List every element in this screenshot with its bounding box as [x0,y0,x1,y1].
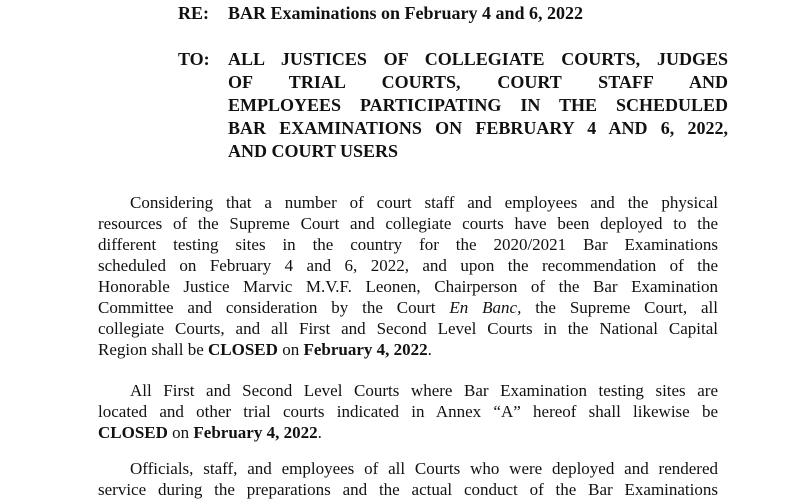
to-line: OF TRIAL COURTS, COURT STAFF AND [228,72,728,92]
text-line: Honorable Justice Marvic M.V.F. Leonen, Chairperson of the Bar Examination [98,277,718,296]
text-line: Officials, staff, and employees of all Courts who were deployed and rendered [130,459,718,478]
date-bold: February 4, 2022 [303,340,428,359]
text-line: CLOSED on February 4, 2022. [98,423,322,442]
to-line: BAR EXAMINATIONS ON FEBRUARY 4 AND 6, 2022, [228,118,728,138]
text-line: located and other trial courts indicated in Annex “A” hereof shall likewise be [98,402,718,421]
to-label: TO: [178,49,210,69]
text-line: different testing sites in the country for the 2020/2021 Bar Examinations [98,235,718,254]
to-addressees [228,48,728,163]
text-line: All First and Second Level Courts where Bar Examination testing sites are [130,381,718,400]
to-line: ALL JUSTICES OF COLLEGIATE COURTS, JUDGES [228,49,728,69]
closed-bold: CLOSED [208,340,278,359]
to-line: EMPLOYEES PARTICIPATING IN THE SCHEDULED [228,95,728,115]
text-line: Committee and consideration by the Court En Banc, the Supreme Court, all [98,298,718,317]
text-line: scheduled on February 4 and 6, 2022, and upon the recommendation of the [98,256,718,275]
date-bold: February 4, 2022 [193,423,318,442]
re-label: RE: [178,3,209,23]
text-line: resources of the Supreme Court and collegiate courts have been deployed to the [98,214,718,233]
text-line: service during the preparations and the actual conduct of the Bar Examinations [98,480,718,499]
re-subject: BAR Examinations on February 4 and 6, 2022 [228,3,584,23]
to-line: AND COURT USERS [228,141,399,161]
text-line: Region shall be CLOSED on February 4, 2022. [98,340,432,359]
text-line: Considering that a number of court staff and employees and the physical [130,193,718,212]
en-banc-italic: En Banc, [449,298,522,317]
paragraph-closure-testing-sites [98,380,718,443]
paragraph-closure-ncr [98,192,718,360]
closed-bold: CLOSED [98,423,168,442]
text-line: collegiate Courts, and all First and Second Level Courts in the National Capital [98,319,718,338]
paragraph-deployed-staff [98,458,718,500]
